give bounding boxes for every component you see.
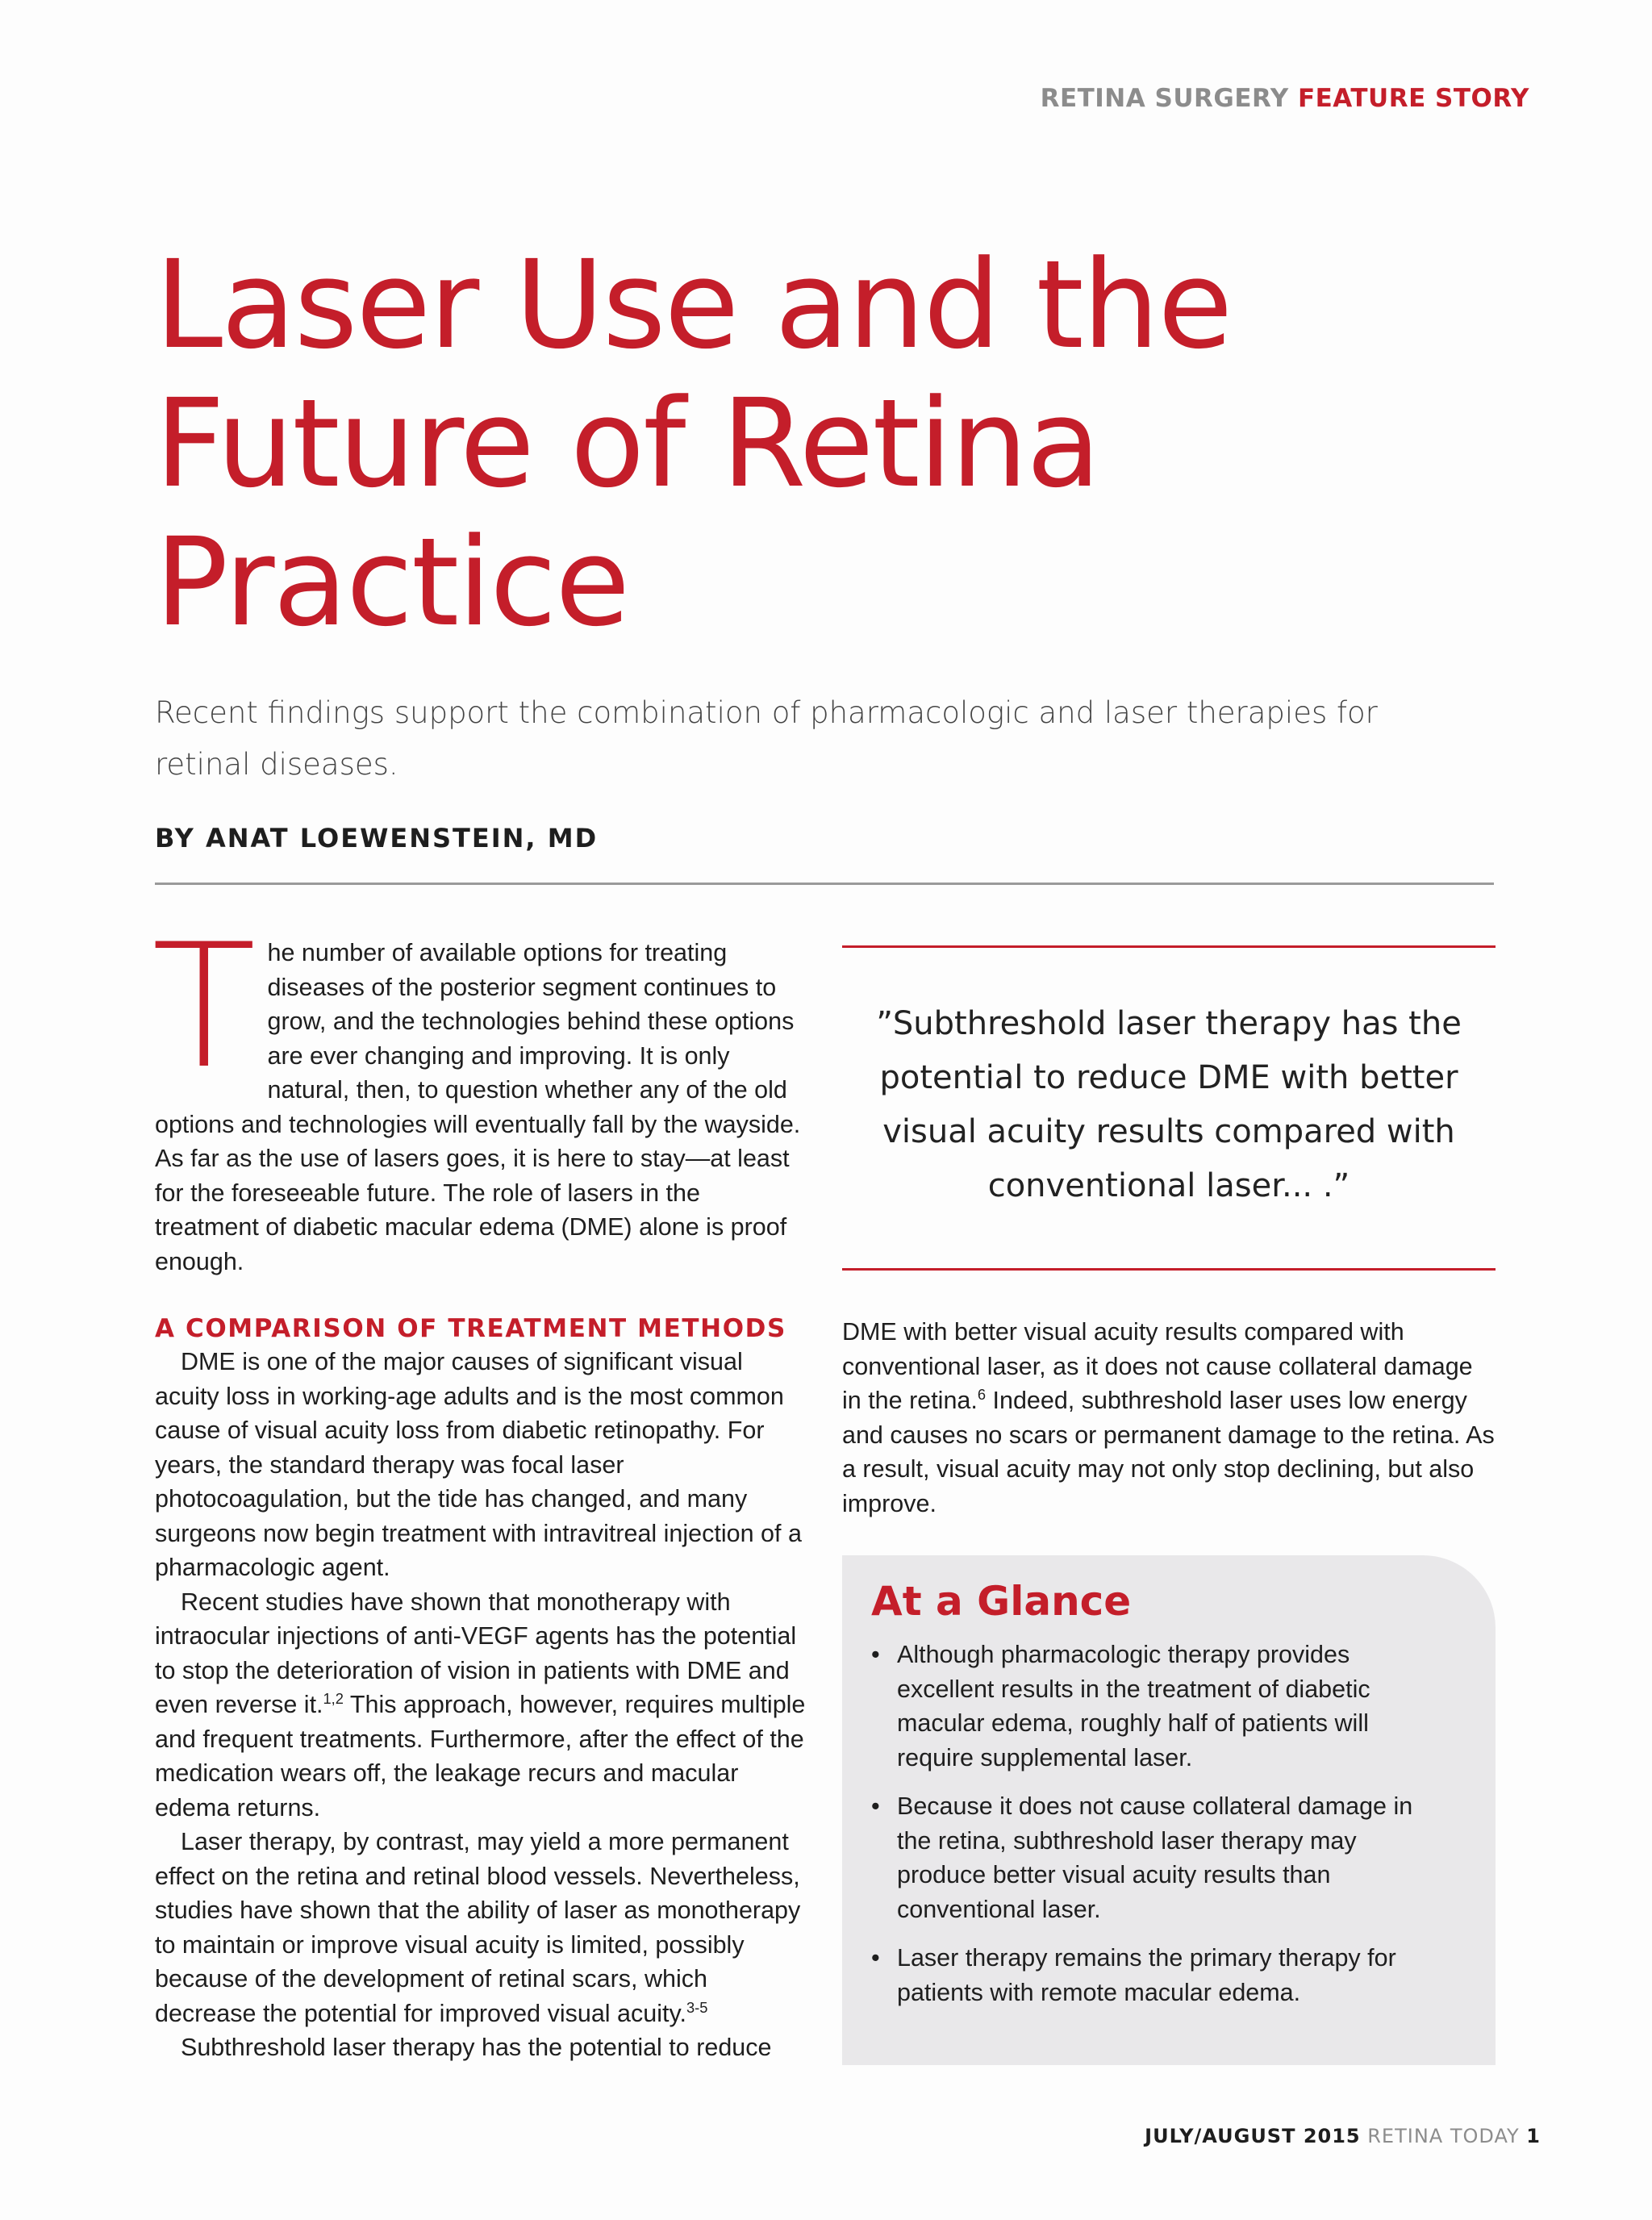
body-text: DME with better visual acuity results compared with conventional laser, as it does not cause collateral damage in the retina. xyxy=(842,1318,1473,1414)
byline: BY ANAT LOEWENSTEIN, MD xyxy=(155,823,599,853)
article-subtitle: Recent findings support the combination of pharmacologic and laser therapies for retinal diseases. xyxy=(155,695,1378,782)
page-footer xyxy=(1145,2125,1541,2147)
title-line: Practice xyxy=(155,511,629,653)
title-line: Future of Retina xyxy=(155,373,1099,515)
intro-text: he number of available options for treating diseases of the posterior segment continues to grow, and the technologies behind these options are ever changing and improving. It is only natural, then, to question whether any of the old options and technologies will eventually fall by the wayside. As far as the use of lasers goes, it is here to stay—at least for the foreseeable future. The role of lasers in the treatment of diabetic macular edema (DME) alone is proof enough. xyxy=(155,939,801,1275)
section-label: RETINA SURGERY xyxy=(1040,84,1289,113)
list-item-text: Although pharmacologic therapy provides excellent results in the treatment of diabetic macular edema, roughly half of patients will require supplemental laser. xyxy=(897,1641,1370,1771)
at-a-glance-list xyxy=(871,1638,1436,2024)
bullet-icon: • xyxy=(871,1641,880,1668)
left-column xyxy=(152,907,808,2065)
pull-quote-rule-bottom xyxy=(842,1268,1496,1271)
section-heading: A COMPARISON OF TREATMENT METHODS xyxy=(155,1314,786,1343)
body-paragraph xyxy=(155,1825,808,2030)
body-paragraph xyxy=(155,1585,808,1826)
issue-date: JULY/AUGUST 2015 xyxy=(1145,2125,1361,2147)
bullet-icon: • xyxy=(871,1944,880,1972)
list-item-text: Laser therapy remains the primary therapy for patients with remote macular edema. xyxy=(897,1944,1396,2006)
body-paragraph: Subthreshold laser therapy has the potential to reduce xyxy=(181,2034,772,2061)
intro-paragraph xyxy=(152,907,808,1279)
reference-marker: 6 xyxy=(977,1385,987,1403)
list-item xyxy=(871,1638,1436,1775)
right-column-paragraph xyxy=(842,1315,1496,1521)
article-title xyxy=(155,236,1365,652)
at-a-glance-title: At a Glance xyxy=(871,1578,1132,1625)
body-text: This approach, however, requires multiple and frequent treatments. Furthermore, after the effect of the medication wears off, the leakage recurs and macular edema returns. xyxy=(155,1691,806,1821)
pull-quote: ”Subthreshold laser therapy has the potential to reduce DME with better visual acuity results compared with conventional laser... .” xyxy=(876,1005,1462,1204)
body-paragraph: DME is one of the major causes of significant visual acuity loss in working-age adults and is the most common cause of visual acuity loss from diabetic retinopathy. For years, the standard therapy was focal laser photocoagulation, but the tide has changed, and many surgeons now begin treatment with intravitreal injection of a pharmacologic agent. xyxy=(155,1348,802,1581)
list-item-text: Because it does not cause collateral damage in the retina, subthreshold laser therapy may produce better visual acuity results than conventional laser. xyxy=(897,1792,1413,1923)
body-text: Recent studies have shown that monotherapy with intraocular injections of anti-VEGF agents has the potential to stop the deterioration of vision in patients with DME and even reverse it. xyxy=(155,1588,797,1718)
reference-marker: 3-5 xyxy=(686,1998,708,2016)
list-item xyxy=(871,1789,1436,1926)
body-text: Laser therapy, by contrast, may yield a more permanent effect on the retina and retinal blood vessels. Nevertheless, studies have shown that the ability of laser as monotherapy to maintain or improve visual acuity is limited, possibly because of the development of retinal scars, which decrease the potential for improved visual acuity. xyxy=(155,1828,801,2027)
title-line: Laser Use and the xyxy=(155,234,1232,376)
divider xyxy=(155,883,1494,885)
publication-name: RETINA TODAY xyxy=(1367,2125,1520,2147)
feature-label: FEATURE STORY xyxy=(1297,84,1529,113)
page-number: 1 xyxy=(1526,2125,1541,2147)
reference-marker: 1,2 xyxy=(323,1689,344,1707)
pull-quote-rule-top xyxy=(842,945,1496,948)
running-header xyxy=(1041,84,1529,113)
drop-cap: T xyxy=(152,907,257,1106)
bullet-icon: • xyxy=(871,1792,880,1820)
at-a-glance-box xyxy=(842,1555,1496,2065)
list-item xyxy=(871,1941,1436,2009)
body-text: Indeed, subthreshold laser uses low energy and causes no scars or permanent damage to the retina. As a result, visual acuity may not only stop declining, but also improve. xyxy=(842,1387,1495,1517)
